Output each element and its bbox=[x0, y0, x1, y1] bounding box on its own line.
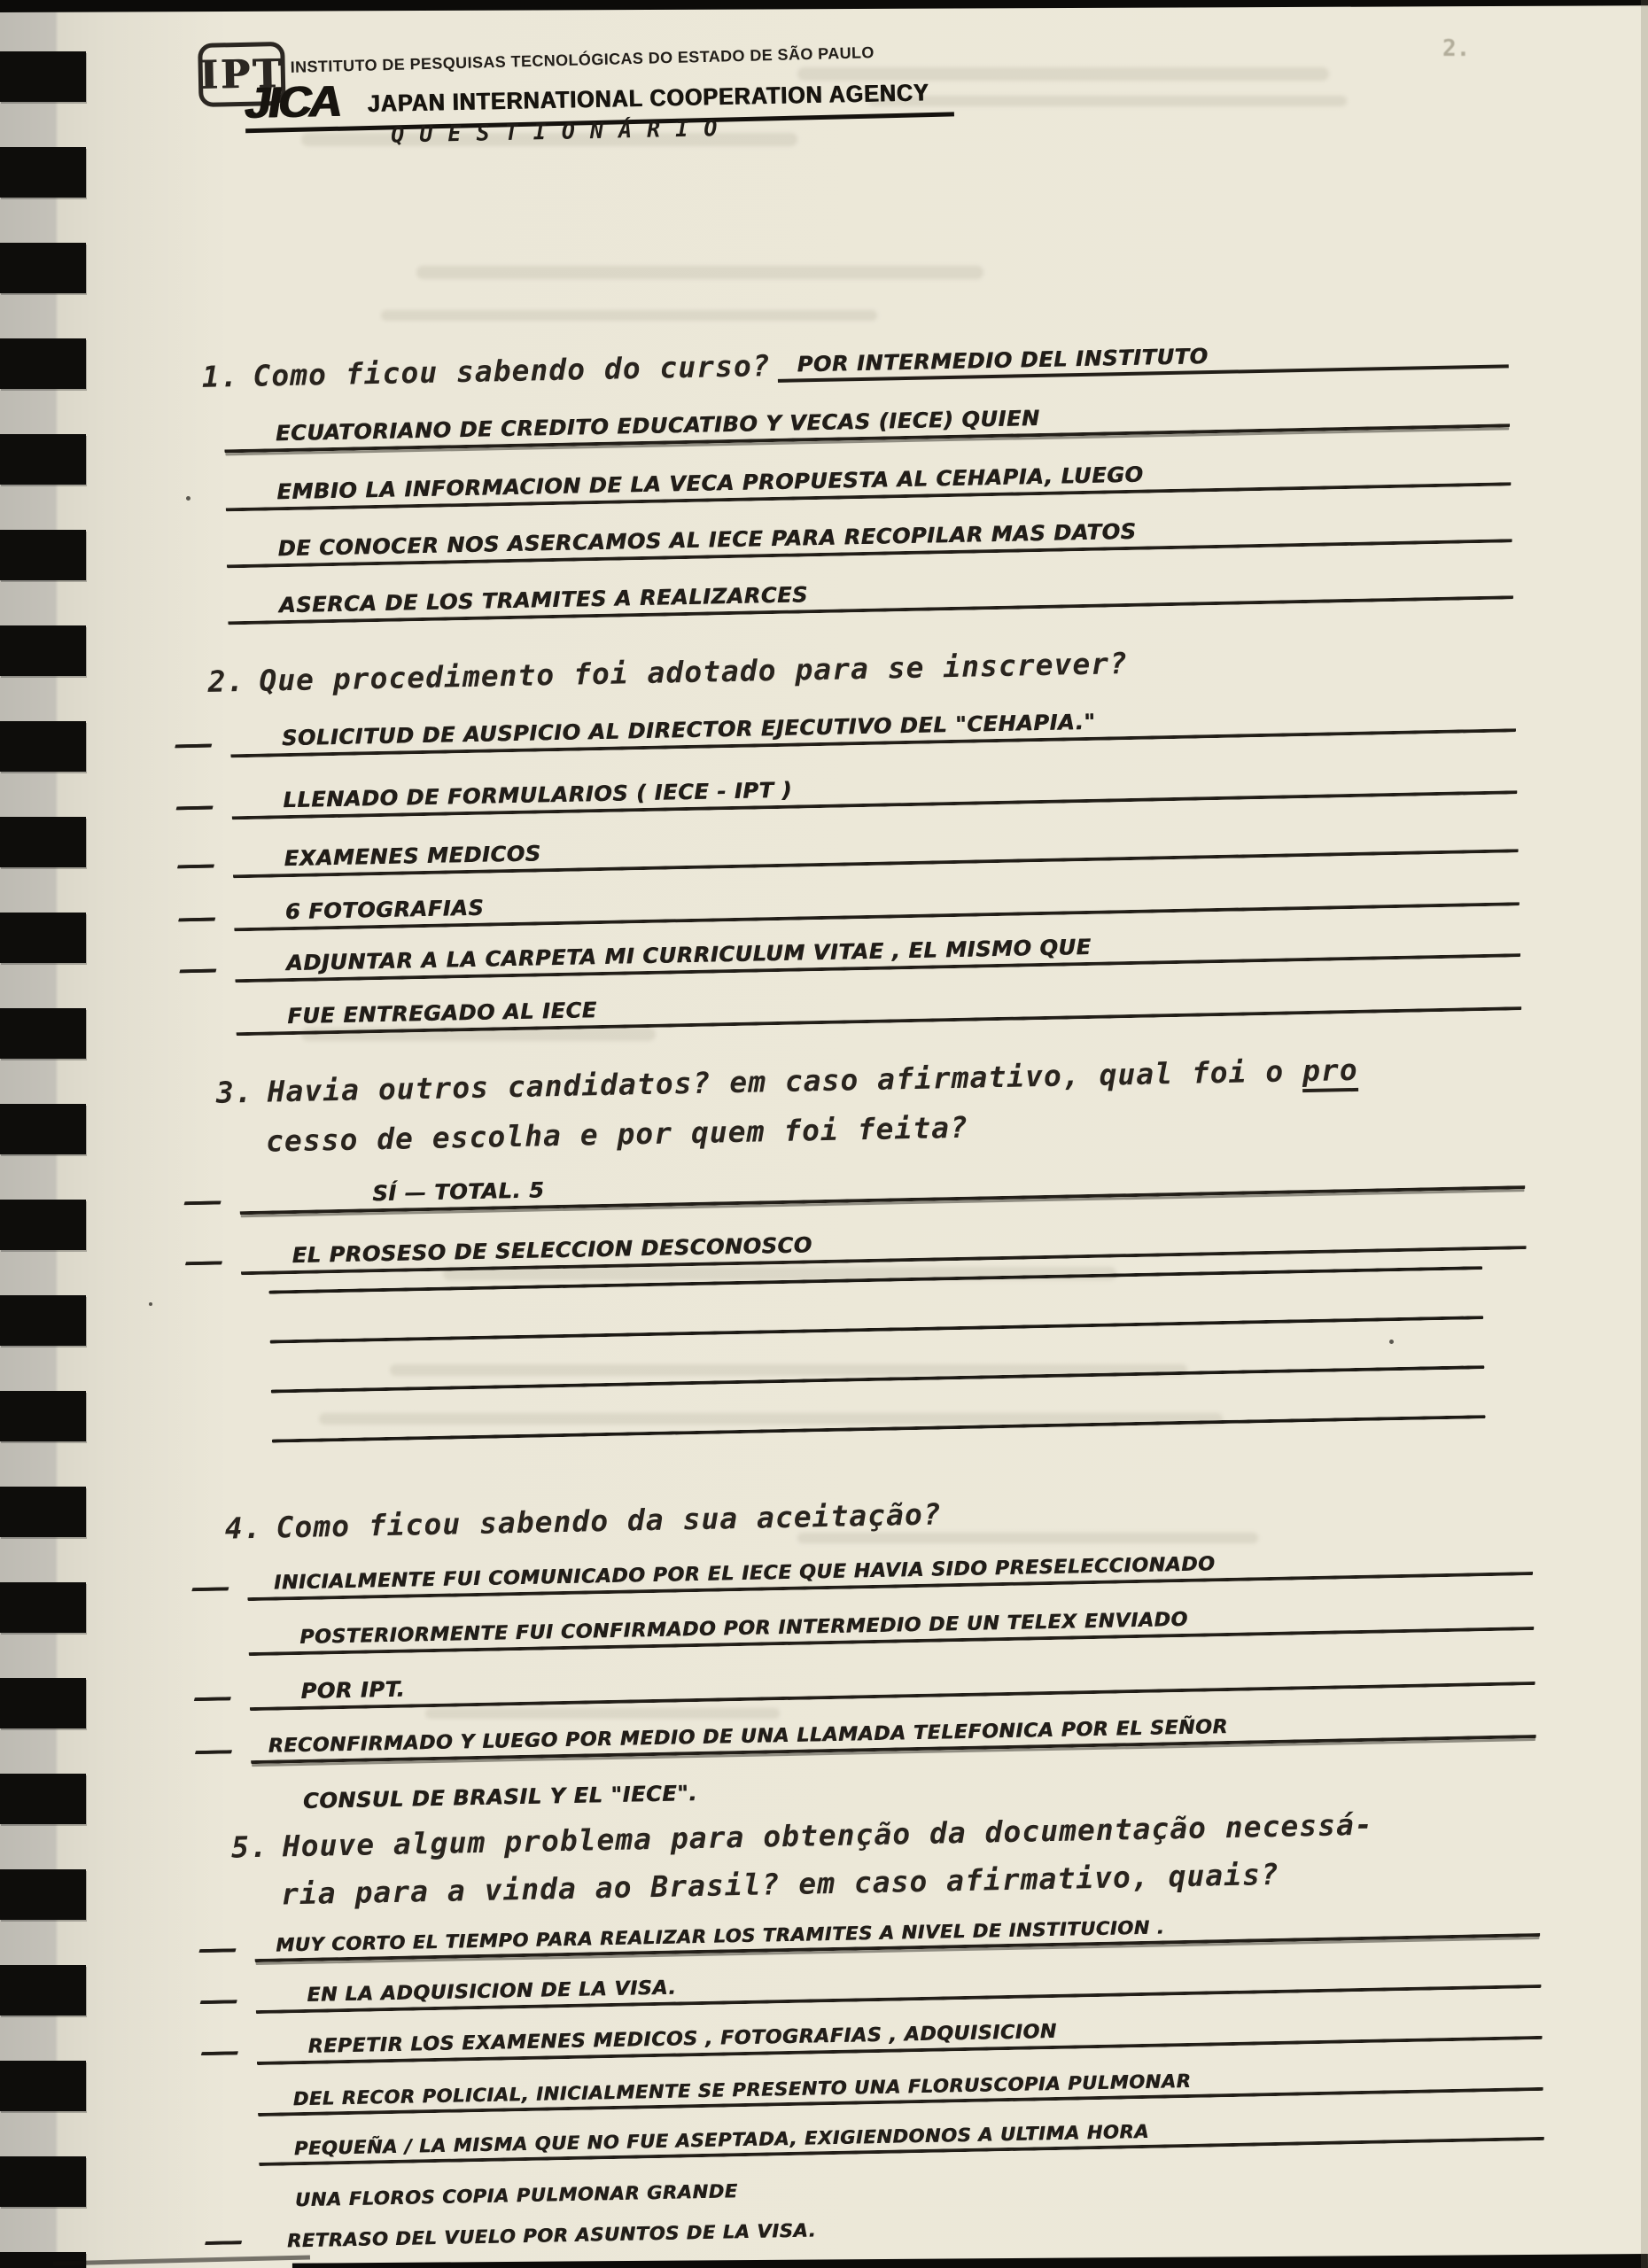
q5-answer-text: DEL RECOR POLICIAL, INICIALMENTE SE PRESENTO UNA FLORUSCOPIA PULMONAR bbox=[292, 2070, 1192, 2110]
question-5-text-line2: ria para a vinda ao Brasil? em caso afirmativo, quais? bbox=[280, 1856, 1280, 1912]
q4-answer-text: POSTERIORMENTE FUI CONFIRMADO POR INTERMEDIO DE UN TELEX ENVIADO bbox=[299, 1608, 1188, 1649]
q2-answer-text: FUE ENTREGADO AL IECE bbox=[286, 998, 597, 1029]
q1-inline-answer: POR INTERMEDIO DEL INSTITUTO bbox=[797, 344, 1209, 377]
question-4-text: Como ficou sabendo da sua aceitação? bbox=[276, 1496, 943, 1545]
q5-answer-text: EN LA ADQUISICION DE LA VISA. bbox=[307, 1977, 677, 2007]
q3-answer-line bbox=[183, 1208, 1527, 1276]
q5-answer-text: MUY CORTO EL TIEMPO PARA REALIZAR LOS TRAMITES A NIVEL DE INSTITUCION . bbox=[276, 1916, 1165, 1956]
q4-answer-text: RECONFIRMADO Y LUEGO POR MEDIO DE UNA LLAMADA TELEFONICA POR EL SEÑOR bbox=[268, 1715, 1229, 1758]
answer-dash: — bbox=[176, 902, 219, 935]
question-3-text-line1: Havia outros candidatos? em caso afirmativo, qual foi o pro bbox=[267, 1052, 1359, 1109]
q1-answer-line bbox=[168, 445, 1512, 512]
question-5-text-line1: Houve algum problema para obtenção da documentação necessá- bbox=[282, 1806, 1374, 1864]
q1-answer-line bbox=[167, 386, 1511, 454]
blank-answer-line bbox=[272, 1415, 1486, 1442]
q5-answer-text: PEQUEÑA / LA MISMA QUE NO FUE ASEPTADA, EXIGIENDONOS A ULTIMA HORA bbox=[293, 2120, 1150, 2160]
q5-answer-text: UNA FLOROS COPIA PULMONAR GRANDE bbox=[294, 2180, 738, 2211]
institute-name: INSTITUTO DE PESQUISAS TECNOLÓGICAS DO ESTADO DE SÃO PAULO bbox=[290, 43, 875, 76]
jica-logo: JICA bbox=[241, 77, 344, 128]
q1-answer-line bbox=[170, 558, 1513, 625]
q2-answer-text: SOLICITUD DE AUSPICIO AL DIRECTOR EJECUTIVO DEL "CEHAPIA." bbox=[281, 709, 1096, 751]
q2-answer-text: EXAMENES MEDICOS bbox=[284, 841, 541, 872]
q4-answer-text: CONSUL DE BRASIL Y EL "IECE". bbox=[302, 1781, 698, 1814]
answer-dash: — bbox=[199, 2036, 241, 2069]
blank-answer-line bbox=[271, 1365, 1485, 1393]
q4-answer-text: POR IPT. bbox=[300, 1676, 406, 1704]
q1-answer-text: ASERCA DE LOS TRAMITES A REALIZARCES bbox=[278, 582, 809, 618]
answer-dash: — bbox=[183, 1246, 226, 1278]
q2-answer-line bbox=[175, 753, 1518, 823]
q4-answer-text: INICIALMENTE FUI COMUNICADO POR EL IECE QUE HAVIA SIDO PRESELECCIONADO bbox=[273, 1553, 1216, 1595]
question-5-number: 5. bbox=[230, 1829, 269, 1865]
q4-answer-line bbox=[191, 1589, 1535, 1657]
q2-answer-text: LLENADO DE FORMULARIOS ( IECE - IPT ) bbox=[283, 777, 793, 813]
q3-answer-line bbox=[183, 1148, 1526, 1216]
blank-answer-line bbox=[270, 1316, 1484, 1343]
question-4 bbox=[224, 1485, 1531, 1546]
question-3-number: 3. bbox=[215, 1074, 254, 1110]
answer-dash: — bbox=[197, 1933, 239, 1966]
question-2 bbox=[207, 638, 1514, 699]
hyphenation-fragment: pro bbox=[1302, 1052, 1358, 1092]
q1-answer-text: ECUATORIANO DE CREDITO EDUCATIBO Y VECAS (IECE) QUIEN bbox=[275, 405, 1040, 447]
q2-answer-text: ADJUNTAR A LA CARPETA MI CURRICULUM VITAE , EL MISMO QUE bbox=[285, 934, 1092, 976]
q1-answer-line bbox=[169, 501, 1512, 569]
question-1-number: 1. bbox=[201, 359, 239, 394]
question-3 bbox=[216, 1049, 1523, 1110]
question-1 bbox=[201, 333, 1508, 394]
answer-dash: — bbox=[183, 1185, 224, 1218]
q1-answer-text: EMBIO LA INFORMACION DE LA VECA PROPUESTA AL CEHAPIA, LUEGO bbox=[276, 462, 1144, 505]
answer-dash: — bbox=[175, 849, 218, 882]
answer-dash: — bbox=[193, 1735, 236, 1767]
q5-answer-text: RETRASO DEL VUELO POR ASUNTOS DE LA VISA. bbox=[286, 2219, 817, 2252]
q1-answer-text: DE CONOCER NOS ASERCAMOS AL IECE PARA RECOPILAR MAS DATOS bbox=[277, 518, 1137, 562]
answer-dash: — bbox=[190, 1572, 232, 1604]
q5-answer-text: REPETIR LOS EXAMENES MEDICOS , FOTOGRAFIAS , ADQUISICION bbox=[307, 2020, 1057, 2058]
q2-answer-text: 6 FOTOGRAFIAS bbox=[284, 895, 485, 925]
q3-answer-text: SÍ — TOTAL. 5 bbox=[371, 1177, 545, 1207]
answer-dash: — bbox=[175, 790, 216, 823]
agency-name: JAPAN INTERNATIONAL COOPERATION AGENCY bbox=[367, 79, 929, 118]
answer-dash: — bbox=[198, 1984, 240, 2017]
question-3-text-line2: cesso de escolha e por quem foi feita? bbox=[265, 1109, 969, 1159]
ipt-logo: IPT bbox=[198, 42, 285, 107]
q4-answer-line bbox=[190, 1534, 1534, 1602]
answer-dash: — bbox=[192, 1682, 234, 1714]
question-2-number: 2. bbox=[207, 664, 245, 699]
question-4-number: 4. bbox=[224, 1510, 262, 1546]
page-title: Q U E S T I O N Á R I O bbox=[390, 115, 719, 148]
question-2-text: Que procedimento foi adotado para se inscrever? bbox=[258, 646, 1129, 698]
ghost-page-number: 2. bbox=[1442, 35, 1471, 62]
answer-dash: — bbox=[177, 953, 220, 986]
answer-dash: — bbox=[173, 728, 215, 761]
question-1-text: Como ficou sabendo do curso? bbox=[253, 348, 772, 393]
q3-answer-text: EL PROSESO DE SELECCION DESCONOSCO bbox=[292, 1232, 812, 1269]
q2-answer-line bbox=[173, 691, 1516, 761]
answer-dash: — bbox=[203, 2225, 245, 2258]
